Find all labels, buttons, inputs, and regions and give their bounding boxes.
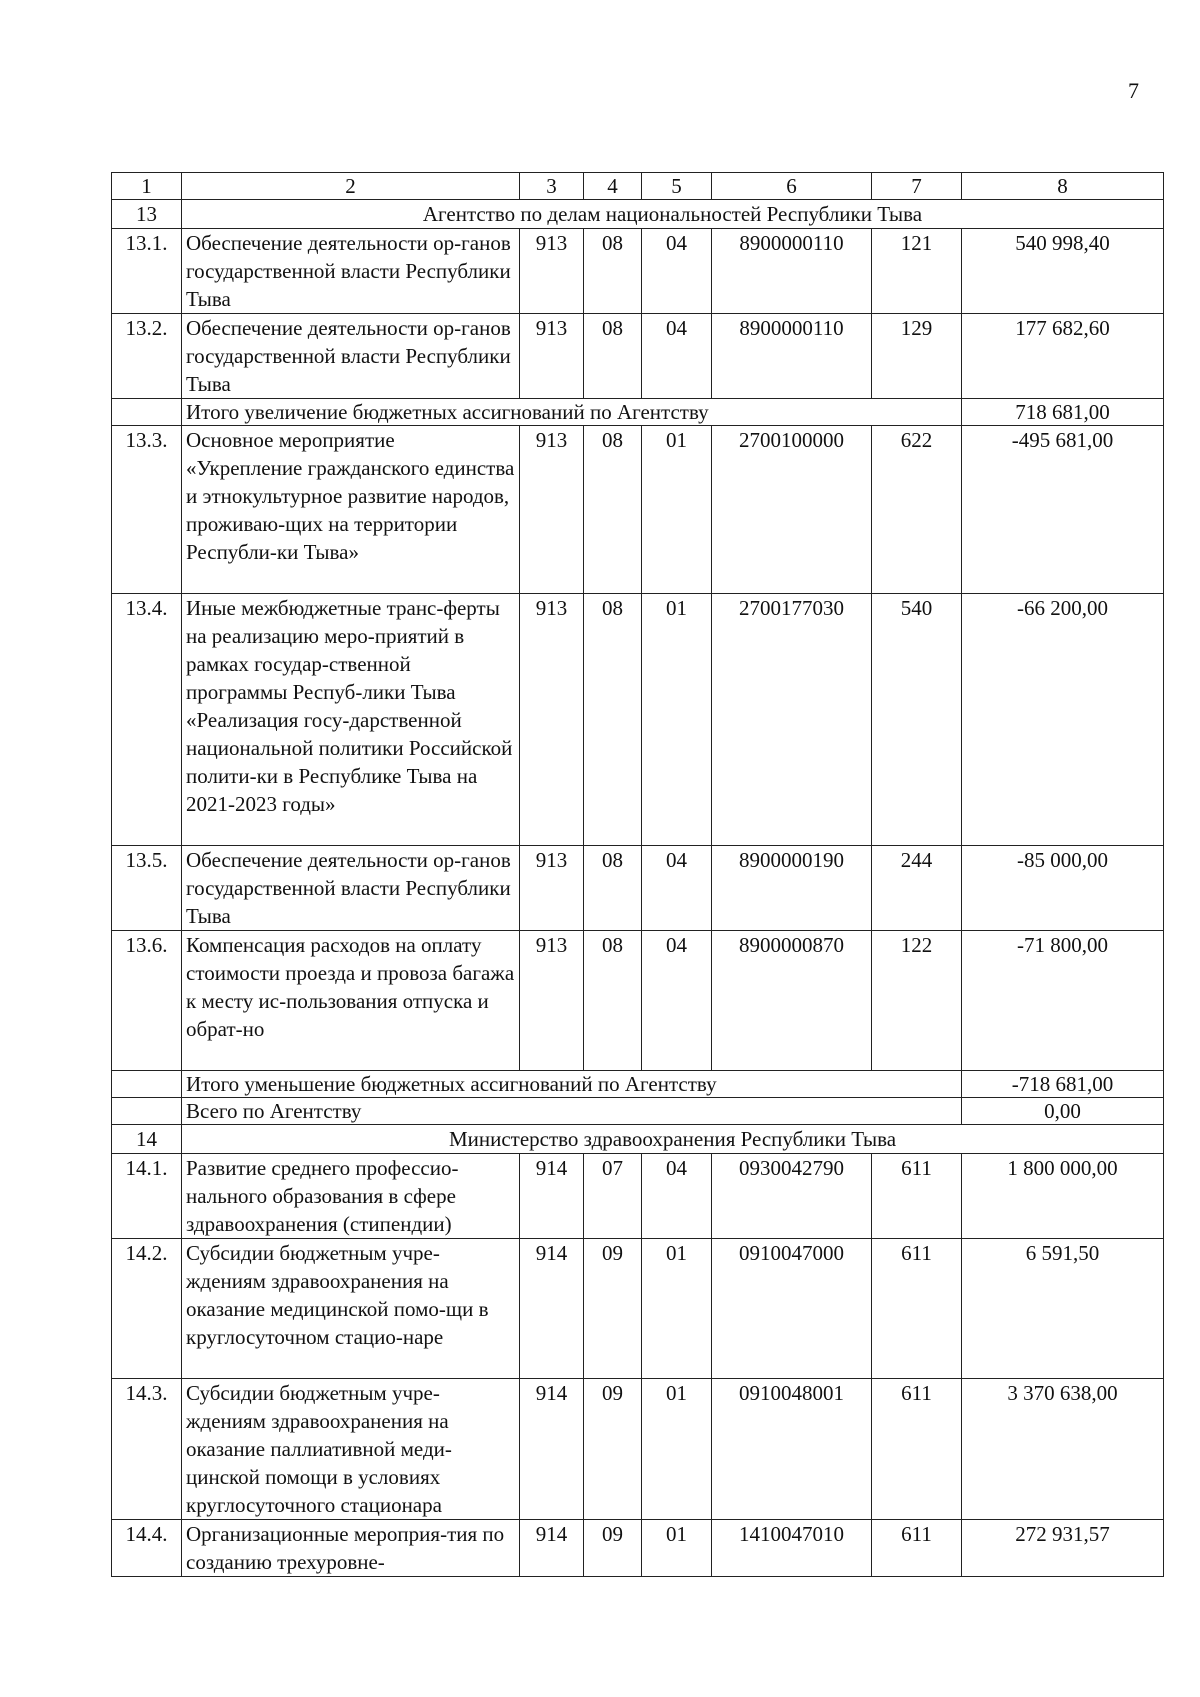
row-description: Обеспечение деятельности ор-ганов государственной власти Республики Тыва — [182, 846, 520, 931]
row-col-7: 611 — [872, 1154, 962, 1239]
column-header: 6 — [712, 173, 872, 200]
row-col-7: 129 — [872, 314, 962, 399]
column-header: 7 — [872, 173, 962, 200]
row-col-3: 913 — [520, 846, 584, 931]
total-decrease-row — [112, 1071, 1164, 1098]
row-number: 14.3. — [112, 1379, 182, 1520]
row-number: 13.3. — [112, 426, 182, 594]
section-header-14 — [112, 1125, 1164, 1154]
row-col-6: 2700177030 — [712, 594, 872, 846]
row-col-5: 04 — [642, 229, 712, 314]
column-header: 2 — [182, 173, 520, 200]
row-col-4: 08 — [584, 426, 642, 594]
table-row — [112, 1239, 1164, 1379]
total-label: Итого увеличение бюджетных ассигнований по Агентству — [182, 399, 962, 426]
row-col-5: 01 — [642, 1239, 712, 1379]
row-col-3: 913 — [520, 594, 584, 846]
row-col-7: 122 — [872, 931, 962, 1071]
row-col-4: 08 — [584, 931, 642, 1071]
row-col-3: 914 — [520, 1154, 584, 1239]
empty-cell — [112, 399, 182, 426]
column-header: 1 — [112, 173, 182, 200]
row-number: 13.4. — [112, 594, 182, 846]
column-header: 5 — [642, 173, 712, 200]
row-number: 13.6. — [112, 931, 182, 1071]
budget-table — [111, 172, 1164, 1577]
page-number: 7 — [1128, 78, 1139, 103]
row-col-5: 01 — [642, 1379, 712, 1520]
section-number: 13 — [112, 200, 182, 229]
row-col-3: 914 — [520, 1520, 584, 1577]
row-description: Субсидии бюджетным учре-ждениям здравоохранения на оказание паллиативной меди-цинской помощи в условиях круглосуточного стационара — [182, 1379, 520, 1520]
row-col-4: 09 — [584, 1379, 642, 1520]
row-amount: 540 998,40 — [962, 229, 1164, 314]
row-col-6: 2700100000 — [712, 426, 872, 594]
row-number: 13.5. — [112, 846, 182, 931]
row-col-5: 04 — [642, 314, 712, 399]
row-number: 14.1. — [112, 1154, 182, 1239]
table-row — [112, 314, 1164, 399]
row-col-6: 0910048001 — [712, 1379, 872, 1520]
row-col-5: 04 — [642, 931, 712, 1071]
total-label: Итого уменьшение бюджетных ассигнований по Агентству — [182, 1071, 962, 1098]
empty-cell — [112, 1071, 182, 1098]
total-amount: 0,00 — [962, 1098, 1164, 1125]
row-description: Организационные мероприя-тия по созданию трехуровне- — [182, 1520, 520, 1577]
row-col-7: 611 — [872, 1379, 962, 1520]
row-amount: 1 800 000,00 — [962, 1154, 1164, 1239]
row-amount: -71 800,00 — [962, 931, 1164, 1071]
row-col-3: 913 — [520, 931, 584, 1071]
row-col-5: 01 — [642, 594, 712, 846]
row-description: Субсидии бюджетным учре-ждениям здравоохранения на оказание медицинской помо-щи в круглосуточном стацио-наре — [182, 1239, 520, 1379]
row-col-4: 08 — [584, 314, 642, 399]
row-col-6: 8900000870 — [712, 931, 872, 1071]
section-number: 14 — [112, 1125, 182, 1154]
row-description: Иные межбюджетные транс-ферты на реализацию меро-приятий в рамках государ-ственной программы Респуб-лики Тыва «Реализация госу-дарственной национальной политики Российской полити-ки в Республике Тыва на 2021-2023 годы» — [182, 594, 520, 846]
row-col-3: 913 — [520, 314, 584, 399]
table-row — [112, 1154, 1164, 1239]
row-col-7: 244 — [872, 846, 962, 931]
row-col-7: 622 — [872, 426, 962, 594]
row-amount: -495 681,00 — [962, 426, 1164, 594]
row-col-6: 8900000110 — [712, 314, 872, 399]
column-header: 8 — [962, 173, 1164, 200]
row-col-4: 08 — [584, 229, 642, 314]
total-all-row — [112, 1098, 1164, 1125]
row-col-7: 121 — [872, 229, 962, 314]
row-col-4: 09 — [584, 1239, 642, 1379]
row-col-3: 914 — [520, 1239, 584, 1379]
row-amount: 177 682,60 — [962, 314, 1164, 399]
table-row — [112, 846, 1164, 931]
row-col-7: 611 — [872, 1520, 962, 1577]
table-row — [112, 229, 1164, 314]
row-number: 14.2. — [112, 1239, 182, 1379]
section-header-13 — [112, 200, 1164, 229]
row-description: Обеспечение деятельности ор-ганов государственной власти Республики Тыва — [182, 314, 520, 399]
row-col-5: 04 — [642, 846, 712, 931]
row-col-7: 540 — [872, 594, 962, 846]
row-number: 14.4. — [112, 1520, 182, 1577]
row-amount: 272 931,57 — [962, 1520, 1164, 1577]
section-title: Агентство по делам национальностей Республики Тыва — [182, 200, 1164, 229]
row-col-4: 09 — [584, 1520, 642, 1577]
row-col-4: 08 — [584, 846, 642, 931]
table-row — [112, 426, 1164, 594]
total-amount: -718 681,00 — [962, 1071, 1164, 1098]
row-number: 13.1. — [112, 229, 182, 314]
row-number: 13.2. — [112, 314, 182, 399]
section-title: Министерство здравоохранения Республики Тыва — [182, 1125, 1164, 1154]
row-description: Компенсация расходов на оплату стоимости проезда и провоза багажа к месту ис-пользования отпуска и обрат-но — [182, 931, 520, 1071]
table-row — [112, 1520, 1164, 1577]
row-description: Обеспечение деятельности ор-ганов государственной власти Республики Тыва — [182, 229, 520, 314]
row-col-6: 0910047000 — [712, 1239, 872, 1379]
row-col-4: 07 — [584, 1154, 642, 1239]
row-col-6: 0930042790 — [712, 1154, 872, 1239]
row-col-6: 8900000110 — [712, 229, 872, 314]
column-header: 3 — [520, 173, 584, 200]
row-amount: 3 370 638,00 — [962, 1379, 1164, 1520]
total-increase-row — [112, 399, 1164, 426]
row-col-4: 08 — [584, 594, 642, 846]
row-col-3: 913 — [520, 426, 584, 594]
row-col-6: 8900000190 — [712, 846, 872, 931]
row-amount: 6 591,50 — [962, 1239, 1164, 1379]
row-amount: -85 000,00 — [962, 846, 1164, 931]
row-col-6: 1410047010 — [712, 1520, 872, 1577]
column-header-row — [112, 173, 1164, 200]
column-header: 4 — [584, 173, 642, 200]
row-col-7: 611 — [872, 1239, 962, 1379]
row-description: Основное мероприятие «Укрепление гражданского единства и этнокультурное развитие народов, проживаю-щих на территории Республи-ки Тыва» — [182, 426, 520, 594]
row-description: Развитие среднего профессио-нального образования в сфере здравоохранения (стипендии) — [182, 1154, 520, 1239]
row-col-5: 01 — [642, 1520, 712, 1577]
row-col-5: 04 — [642, 1154, 712, 1239]
total-amount: 718 681,00 — [962, 399, 1164, 426]
total-label: Всего по Агентству — [182, 1098, 962, 1125]
row-col-5: 01 — [642, 426, 712, 594]
row-col-3: 913 — [520, 229, 584, 314]
table-row — [112, 1379, 1164, 1520]
row-amount: -66 200,00 — [962, 594, 1164, 846]
row-col-3: 914 — [520, 1379, 584, 1520]
table-row — [112, 931, 1164, 1071]
empty-cell — [112, 1098, 182, 1125]
table-row — [112, 594, 1164, 846]
